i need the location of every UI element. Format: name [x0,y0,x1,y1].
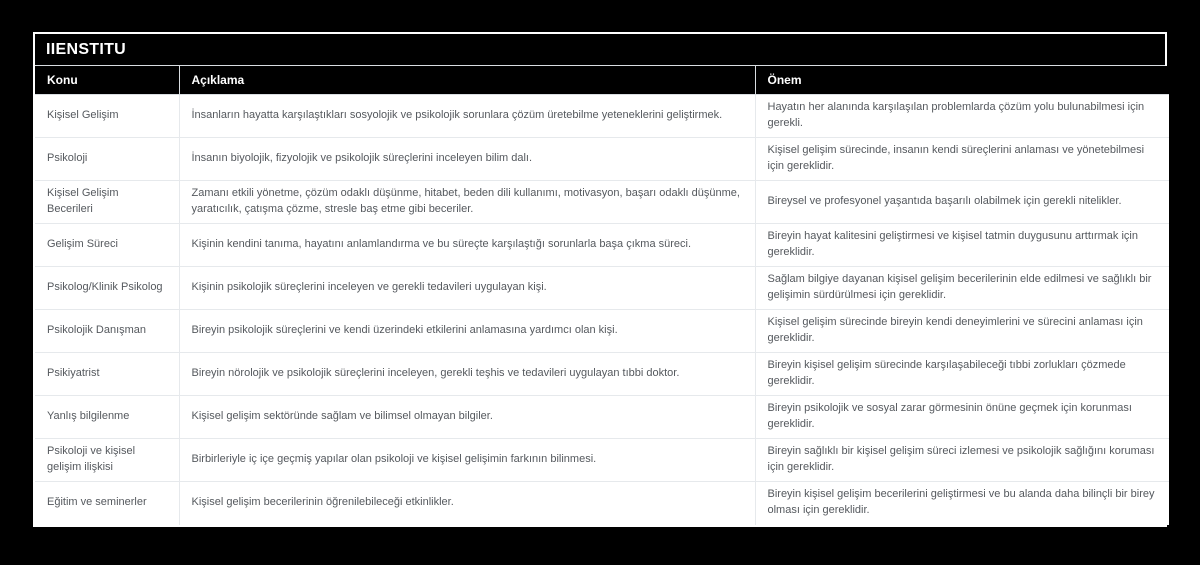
cell-aciklama: Birbirleriyle iç içe geçmiş yapılar olan psikoloji ve kişisel gelişimin farkının bilinmesi. [179,439,755,482]
cell-onem: Kişisel gelişim sürecinde, insanın kendi süreçlerini anlaması ve yönetebilmesi için gereklidir. [755,138,1169,181]
table-row [35,310,1169,353]
cell-aciklama: Kişisel gelişim becerilerinin öğrenilebileceği etkinlikler. [179,482,755,525]
cell-aciklama: Bireyin nörolojik ve psikolojik süreçlerini inceleyen, gerekli teşhis ve tedavileri uygulayan tıbbi doktor. [179,353,755,396]
column-header-onem: Önem [755,66,1169,95]
table-row [35,181,1169,224]
table-row [35,439,1169,482]
cell-onem: Bireyin sağlıklı bir kişisel gelişim süreci izlemesi ve psikolojik sağlığını koruması için gereklidir. [755,439,1169,482]
header-row [35,66,1169,95]
table-row [35,224,1169,267]
table-row [35,396,1169,439]
cell-aciklama: Zamanı etkili yönetme, çözüm odaklı düşünme, hitabet, beden dili kullanımı, motivasyon, başarı odaklı düşünme, yaratıcılık, çatışma çözme, stresle baş etme gibi beceriler. [179,181,755,224]
cell-onem: Bireyin psikolojik ve sosyal zarar görmesinin önüne geçmek için korunması gereklidir. [755,396,1169,439]
table-row [35,138,1169,181]
cell-aciklama: İnsanın biyolojik, fizyolojik ve psikolojik süreçlerini inceleyen bilim dalı. [179,138,755,181]
cell-aciklama: Kişisel gelişim sektöründe sağlam ve bilimsel olmayan bilgiler. [179,396,755,439]
table-row [35,353,1169,396]
cell-onem: Bireyin kişisel gelişim becerilerini geliştirmesi ve bu alanda daha bilinçli bir birey olması için gereklidir. [755,482,1169,525]
cell-konu: Psikoloji ve kişisel gelişim ilişkisi [35,439,179,482]
cell-konu: Psikoloji [35,138,179,181]
cell-onem: Sağlam bilgiye dayanan kişisel gelişim becerilerinin elde edilmesi ve sağlıklı bir gelişimin sürdürülmesi için gereklidir. [755,267,1169,310]
table-row [35,95,1169,138]
cell-konu: Kişisel Gelişim Becerileri [35,181,179,224]
cell-konu: Gelişim Süreci [35,224,179,267]
cell-konu: Yanlış bilgilenme [35,396,179,439]
cell-konu: Kişisel Gelişim [35,95,179,138]
cell-konu: Psikiyatrist [35,353,179,396]
cell-onem: Kişisel gelişim sürecinde bireyin kendi deneyimlerini ve sürecini anlaması için gereklidir. [755,310,1169,353]
topics-table-card [33,32,1167,527]
cell-onem: Bireyin kişisel gelişim sürecinde karşılaşabileceği tıbbi zorlukları çözmede gereklidir. [755,353,1169,396]
column-header-aciklama: Açıklama [179,66,755,95]
cell-konu: Eğitim ve seminerler [35,482,179,525]
cell-onem: Bireysel ve profesyonel yaşantıda başarılı olabilmek için gerekli nitelikler. [755,181,1169,224]
table-title-bar [35,34,1165,66]
cell-aciklama: Bireyin psikolojik süreçlerini ve kendi üzerindeki etkilerini anlamasına yardımcı olan kişi. [179,310,755,353]
topics-table [35,66,1169,525]
cell-konu: Psikolojik Danışman [35,310,179,353]
cell-aciklama: Kişinin psikolojik süreçlerini inceleyen ve gerekli tedavileri uygulayan kişi. [179,267,755,310]
table-title: IIENSTITU [46,40,127,58]
table-row [35,267,1169,310]
cell-onem: Bireyin hayat kalitesini geliştirmesi ve kişisel tatmin duygusunu arttırmak için gereklidir. [755,224,1169,267]
column-header-konu: Konu [35,66,179,95]
cell-konu: Psikolog/Klinik Psikolog [35,267,179,310]
cell-aciklama: Kişinin kendini tanıma, hayatını anlamlandırma ve bu süreçte karşılaştığı sorunlarla başa çıkma süreci. [179,224,755,267]
cell-onem: Hayatın her alanında karşılaşılan problemlarda çözüm yolu bulunabilmesi için gerekli. [755,95,1169,138]
table-row [35,482,1169,525]
cell-aciklama: İnsanların hayatta karşılaştıkları sosyolojik ve psikolojik sorunlara çözüm üretebilme yeteneklerini geliştirmek. [179,95,755,138]
table-body [35,95,1169,525]
